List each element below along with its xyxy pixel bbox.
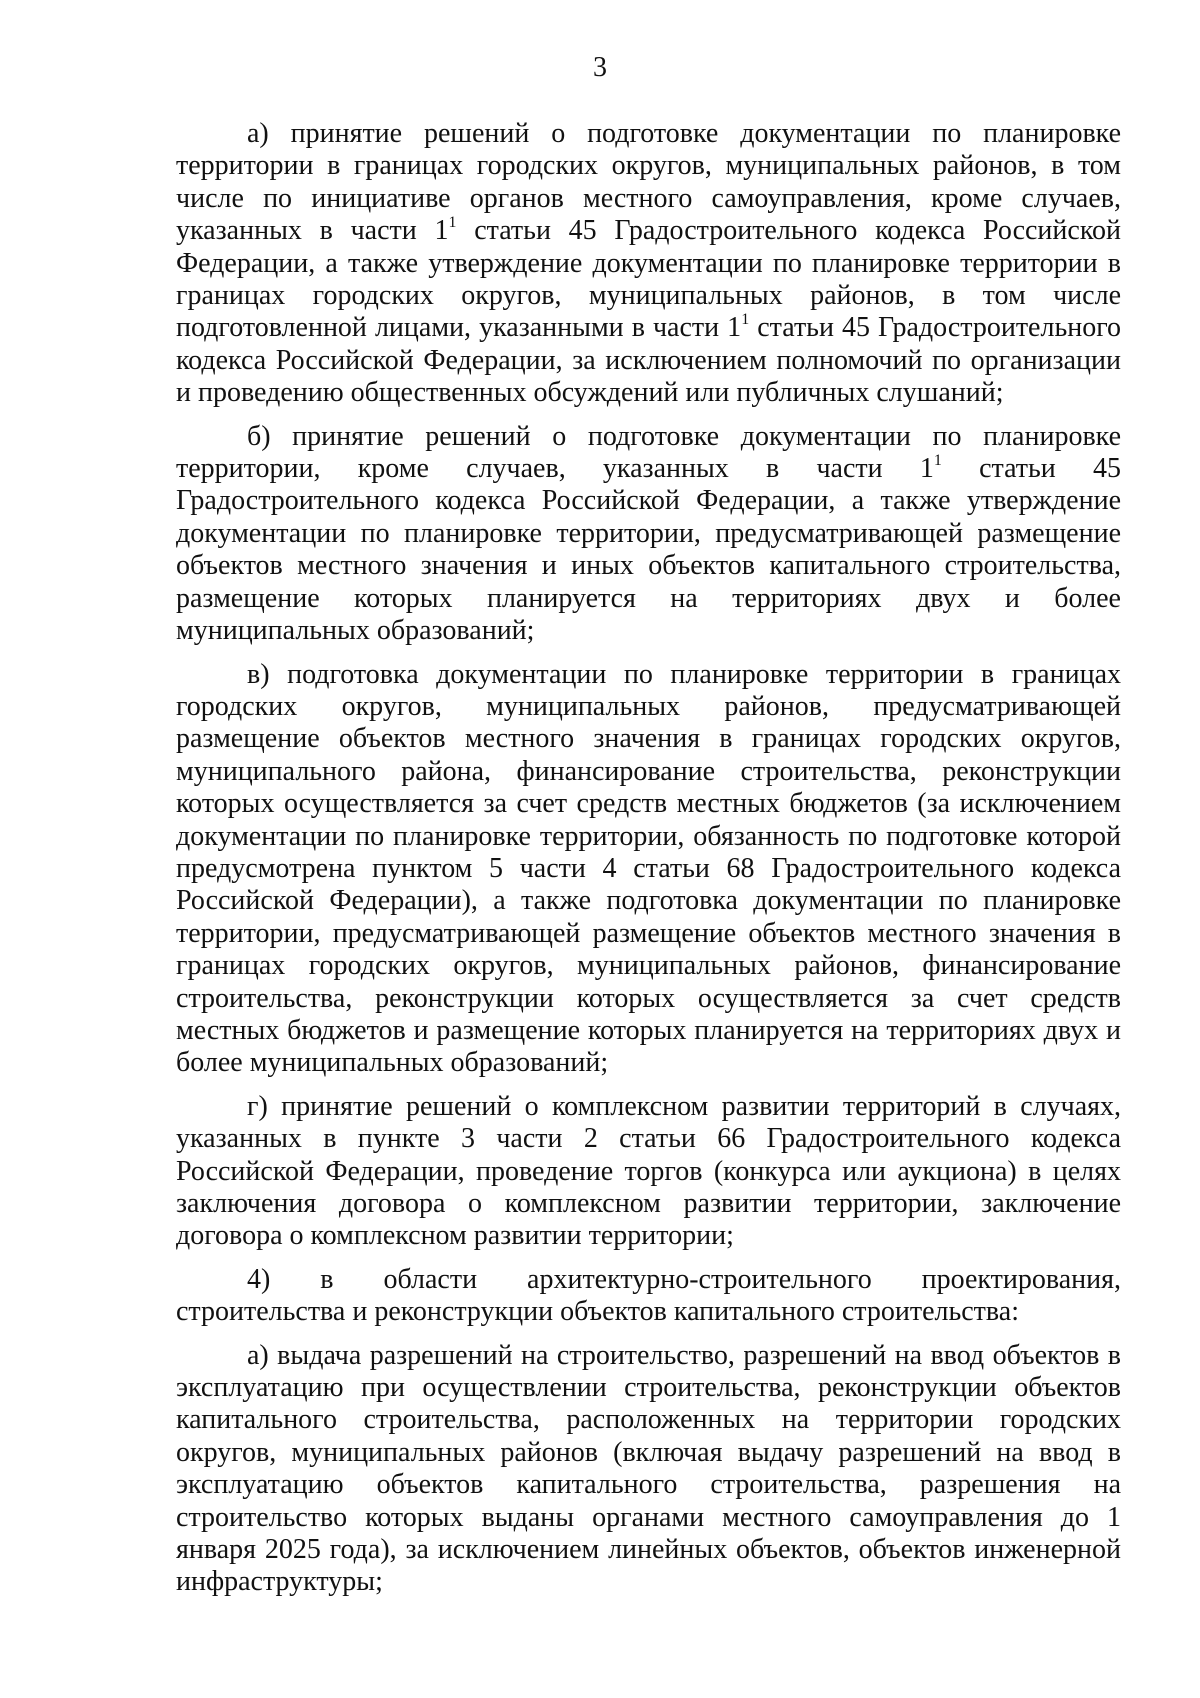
- superscript: 1: [741, 311, 750, 329]
- paragraph-v-planning-documentation: в) подготовка документации по планировке территории в границах городских округов, муниципальных районов, предусматривающей размещение объектов местного значения в границах городских округов, муниципального района, финансирование строительства, реконструкции которых осуществляется за счет средств местных бюджетов (за исключением документации по планировке территории, обязанность по подготовке которой предусмотрена пунктом 5 части 4 статьи 68 Градостроительного кодекса Российской Федерации), а также подготовка документации по планировке территории, предусматривающей размещение объектов местного значения в границах городских округов, муниципальных районов, финансирование строительства, реконструкции которых осуществляется за счет средств местных бюджетов и размещение которых планируется на территориях двух и более муниципальных образований;: [176, 658, 1121, 1079]
- page-number: 3: [593, 52, 607, 83]
- paragraph-a-planning-decisions: [176, 118, 1121, 410]
- paragraph-text: статьи 45 Градостроительного кодекса Российской Федерации, за исключением полномочий по организации и проведению общественных обсуждений или публичных слушаний;: [176, 312, 1121, 409]
- paragraph-a-building-permits: а) выдача разрешений на строительство, разрешений на ввод объектов в эксплуатацию при осуществлении строительства, реконструкции объектов капитального строительства, расположенных на территории городских округов, муниципальных районов (включая выдачу разрешений на ввод в эксплуатацию объектов капитального строительства, разрешения на строительство которых выданы органами местного самоуправления до 1 января 2025 года), за исключением линейных объектов, объектов инженерной инфраструктуры;: [176, 1339, 1121, 1598]
- document-body: [176, 118, 1121, 1610]
- paragraph-4-architectural-design: 4) в области архитектурно-строительного проектирования, строительства и реконструкции объектов капитального строительства:: [176, 1263, 1121, 1328]
- superscript: 1: [448, 214, 457, 232]
- paragraph-g-complex-development: г) принятие решений о комплексном развитии территорий в случаях, указанных в пункте 3 части 2 статьи 66 Градостроительного кодекса Российской Федерации, проведение торгов (конкурса или аукциона) в целях заключения договора о комплексном развитии территории, заключение договора о комплексном развитии территории;: [176, 1090, 1121, 1252]
- paragraph-text: а) принятие решений о подготовке документации по планировке территории в границах городских округов, муниципальных районов, в том числе по инициативе органов местного самоуправления, кроме случаев, указанных в части 1: [176, 118, 1121, 247]
- paragraph-text: статьи 45 Градостроительного кодекса Российской Федерации, а также утверждение документации по планировке территории, предусматривающей размещение объектов местного значения и иных объектов капитального строительства, размещение которых планируется на территориях двух и более муниципальных образований;: [176, 453, 1122, 647]
- paragraph-text: статьи 45 Градостроительного кодекса Российской Федерации, а также утверждение документации по планировке территории в границах городских округов, муниципальных районов, в том числе подготовленной лицами, указанными в части 1: [176, 215, 1121, 344]
- paragraph-b-planning-decisions: [176, 421, 1121, 648]
- superscript: 1: [933, 452, 942, 470]
- paragraph-text: б) принятие решений о подготовке документации по планировке территории, кроме случаев, указанных в части 1: [176, 420, 1121, 485]
